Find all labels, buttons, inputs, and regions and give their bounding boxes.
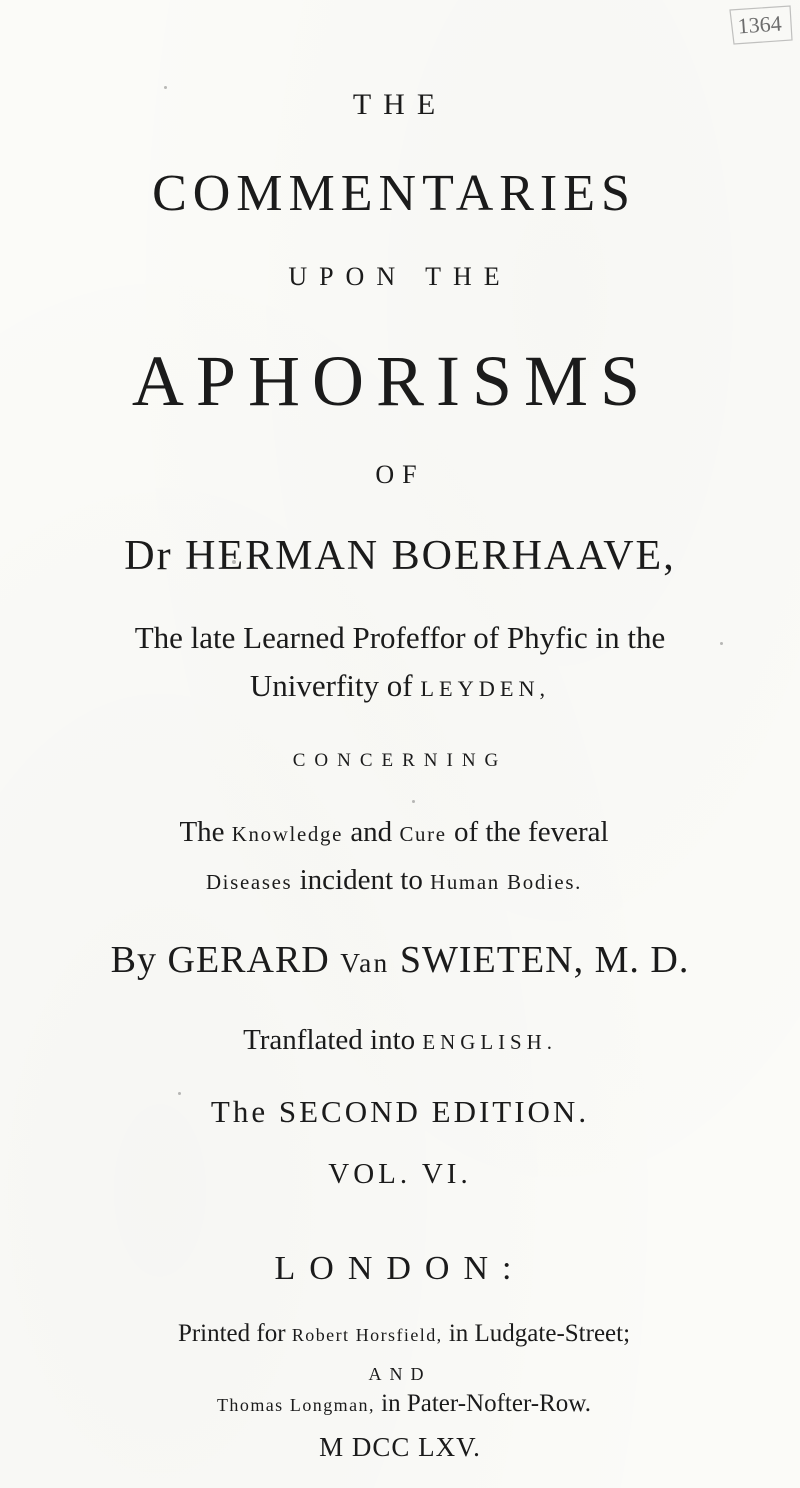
- english: ENGLISH.: [422, 1030, 557, 1054]
- swieten: SWIETEN, M. D.: [399, 939, 690, 981]
- van: Van: [340, 948, 390, 978]
- by-word: By: [110, 939, 158, 981]
- thomas: Thomas: [217, 1395, 284, 1415]
- university-line: [0, 668, 800, 704]
- volume: VOL. VI.: [328, 1158, 472, 1190]
- horsfield: Horsfield,: [355, 1325, 443, 1345]
- knowledge-the: The: [179, 816, 225, 848]
- human-word: Human: [430, 870, 500, 894]
- edition: The SECOND EDITION.: [210, 1094, 590, 1129]
- longman: Longman,: [289, 1395, 375, 1415]
- bodies-word: Bodies.: [507, 870, 583, 894]
- imprint-city: LONDON:: [274, 1250, 526, 1287]
- title-commentaries: COMMENTARIES: [152, 165, 636, 222]
- translated-line: [0, 1024, 800, 1057]
- library-stamp-text: 1364: [736, 10, 783, 39]
- title-aphorisms: APHORISMS: [131, 341, 653, 421]
- subject-line-diseases: [0, 864, 794, 897]
- translator-author-line: [0, 938, 800, 982]
- robert: Robert: [291, 1325, 350, 1345]
- diseases-incident: incident to: [299, 864, 423, 896]
- imprint-longman: [4, 1390, 800, 1418]
- title-upon-the: UPON THE: [288, 262, 512, 291]
- university-prefix: Univerfity of: [249, 668, 413, 703]
- subject-line-knowledge: [0, 816, 794, 849]
- author-name: Dr HERMAN BOERHAAVE,: [124, 533, 676, 579]
- concerning: CONCERNING: [292, 750, 508, 771]
- title-the: THE: [352, 88, 448, 121]
- imprint-and: AND: [368, 1364, 432, 1384]
- diseases-word: Diseases: [205, 870, 293, 894]
- author-description: The late Learned Profeffor of Phyfic in the: [134, 620, 666, 655]
- gerard: GERARD: [167, 939, 330, 981]
- library-stamp-mark: [720, 0, 800, 80]
- imprint-printed-for: [4, 1320, 800, 1348]
- knowledge-rest: of the feveral: [453, 816, 609, 848]
- cure-word: Cure: [399, 822, 447, 846]
- imprint-date: M DCC LXV.: [319, 1432, 481, 1462]
- knowledge-and: and: [350, 816, 393, 848]
- printed-suffix: in Ludgate-Street;: [448, 1320, 631, 1347]
- longman-suffix: in Pater-Nofter-Row.: [381, 1390, 591, 1417]
- printed-prefix: Printed for: [177, 1320, 286, 1347]
- translated-prefix: Tranflated into: [243, 1024, 416, 1056]
- knowledge-word: Knowledge: [231, 822, 344, 846]
- leyden: LEYDEN,: [420, 676, 551, 701]
- title-of: OF: [375, 460, 425, 489]
